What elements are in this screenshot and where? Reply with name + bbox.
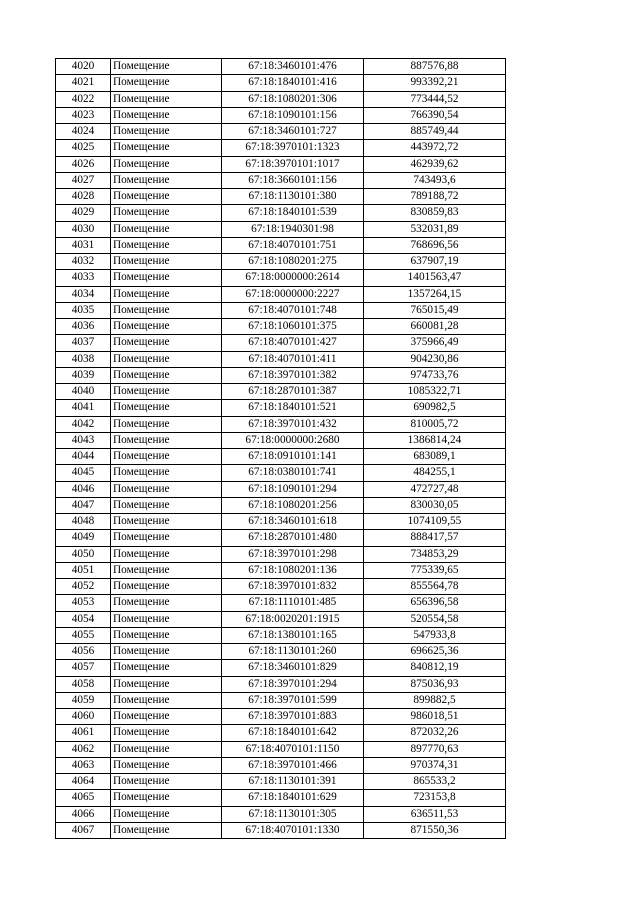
object-type-cell: Помещение [111, 644, 222, 660]
cadastral-value-cell: 871550,36 [364, 822, 506, 838]
table-row [56, 75, 506, 91]
object-type-cell: Помещение [111, 205, 222, 221]
cadastral-value-cell: 865533,2 [364, 774, 506, 790]
cadastral-number-cell: 67:18:1840101:642 [222, 725, 364, 741]
object-type-cell: Помещение [111, 579, 222, 595]
object-type-cell: Помещение [111, 91, 222, 107]
table-row [56, 189, 506, 205]
cadastral-number-cell: 67:18:1080201:306 [222, 91, 364, 107]
cadastral-value-cell: 974733,76 [364, 367, 506, 383]
row-number-cell: 4050 [56, 546, 111, 562]
property-registry-table [55, 58, 506, 839]
table-row [56, 351, 506, 367]
table-row [56, 384, 506, 400]
table-row [56, 319, 506, 335]
table-row [56, 741, 506, 757]
object-type-cell: Помещение [111, 416, 222, 432]
cadastral-number-cell: 67:18:3970101:382 [222, 367, 364, 383]
table-row [56, 481, 506, 497]
object-type-cell: Помещение [111, 59, 222, 75]
table-row [56, 254, 506, 270]
cadastral-number-cell: 67:18:1380101:165 [222, 627, 364, 643]
object-type-cell: Помещение [111, 725, 222, 741]
table-row [56, 530, 506, 546]
cadastral-number-cell: 67:18:3460101:618 [222, 514, 364, 530]
cadastral-value-cell: 768696,56 [364, 237, 506, 253]
cadastral-value-cell: 532031,89 [364, 221, 506, 237]
cadastral-number-cell: 67:18:3970101:1017 [222, 156, 364, 172]
row-number-cell: 4054 [56, 611, 111, 627]
object-type-cell: Помещение [111, 709, 222, 725]
cadastral-number-cell: 67:18:1060101:375 [222, 319, 364, 335]
cadastral-value-cell: 887576,88 [364, 59, 506, 75]
table-row [56, 237, 506, 253]
cadastral-value-cell: 547933,8 [364, 627, 506, 643]
cadastral-value-cell: 1357264,15 [364, 286, 506, 302]
object-type-cell: Помещение [111, 140, 222, 156]
cadastral-number-cell: 67:18:1840101:539 [222, 205, 364, 221]
object-type-cell: Помещение [111, 481, 222, 497]
row-number-cell: 4039 [56, 367, 111, 383]
cadastral-value-cell: 872032,26 [364, 725, 506, 741]
object-type-cell: Помещение [111, 530, 222, 546]
object-type-cell: Помещение [111, 254, 222, 270]
cadastral-number-cell: 67:18:0910101:141 [222, 449, 364, 465]
cadastral-value-cell: 734853,29 [364, 546, 506, 562]
table-row [56, 579, 506, 595]
cadastral-number-cell: 67:18:3970101:432 [222, 416, 364, 432]
object-type-cell: Помещение [111, 660, 222, 676]
object-type-cell: Помещение [111, 627, 222, 643]
table-row [56, 627, 506, 643]
object-type-cell: Помещение [111, 384, 222, 400]
cadastral-number-cell: 67:18:4070101:748 [222, 302, 364, 318]
object-type-cell: Помещение [111, 465, 222, 481]
object-type-cell: Помещение [111, 367, 222, 383]
registry-table-body [56, 59, 506, 839]
cadastral-number-cell: 67:18:0000000:2614 [222, 270, 364, 286]
table-row [56, 221, 506, 237]
object-type-cell: Помещение [111, 107, 222, 123]
cadastral-number-cell: 67:18:1090101:156 [222, 107, 364, 123]
table-row [56, 465, 506, 481]
table-row [56, 432, 506, 448]
row-number-cell: 4021 [56, 75, 111, 91]
table-row [56, 822, 506, 838]
cadastral-value-cell: 766390,54 [364, 107, 506, 123]
object-type-cell: Помещение [111, 774, 222, 790]
row-number-cell: 4033 [56, 270, 111, 286]
table-row [56, 757, 506, 773]
row-number-cell: 4046 [56, 481, 111, 497]
row-number-cell: 4041 [56, 400, 111, 416]
object-type-cell: Помещение [111, 806, 222, 822]
cadastral-value-cell: 443972,72 [364, 140, 506, 156]
cadastral-value-cell: 840812,19 [364, 660, 506, 676]
cadastral-value-cell: 690982,5 [364, 400, 506, 416]
cadastral-value-cell: 773444,52 [364, 91, 506, 107]
table-row [56, 692, 506, 708]
cadastral-number-cell: 67:18:3970101:832 [222, 579, 364, 595]
row-number-cell: 4059 [56, 692, 111, 708]
table-row [56, 790, 506, 806]
object-type-cell: Помещение [111, 822, 222, 838]
row-number-cell: 4049 [56, 530, 111, 546]
table-row [56, 124, 506, 140]
table-row [56, 91, 506, 107]
object-type-cell: Помещение [111, 270, 222, 286]
cadastral-number-cell: 67:18:0020201:1915 [222, 611, 364, 627]
object-type-cell: Помещение [111, 741, 222, 757]
row-number-cell: 4025 [56, 140, 111, 156]
object-type-cell: Помещение [111, 432, 222, 448]
cadastral-number-cell: 67:18:1080201:275 [222, 254, 364, 270]
cadastral-number-cell: 67:18:4070101:411 [222, 351, 364, 367]
object-type-cell: Помещение [111, 676, 222, 692]
row-number-cell: 4022 [56, 91, 111, 107]
row-number-cell: 4062 [56, 741, 111, 757]
row-number-cell: 4035 [56, 302, 111, 318]
cadastral-value-cell: 855564,78 [364, 579, 506, 595]
table-row [56, 156, 506, 172]
row-number-cell: 4020 [56, 59, 111, 75]
cadastral-value-cell: 830030,05 [364, 497, 506, 513]
object-type-cell: Помещение [111, 221, 222, 237]
row-number-cell: 4052 [56, 579, 111, 595]
cadastral-number-cell: 67:18:4070101:751 [222, 237, 364, 253]
cadastral-number-cell: 67:18:0380101:741 [222, 465, 364, 481]
object-type-cell: Помещение [111, 497, 222, 513]
cadastral-value-cell: 1085322,71 [364, 384, 506, 400]
row-number-cell: 4058 [56, 676, 111, 692]
cadastral-number-cell: 67:18:3970101:883 [222, 709, 364, 725]
row-number-cell: 4051 [56, 562, 111, 578]
cadastral-number-cell: 67:18:1130101:305 [222, 806, 364, 822]
table-row [56, 367, 506, 383]
cadastral-number-cell: 67:18:3460101:727 [222, 124, 364, 140]
cadastral-number-cell: 67:18:3970101:466 [222, 757, 364, 773]
table-row [56, 286, 506, 302]
row-number-cell: 4047 [56, 497, 111, 513]
cadastral-number-cell: 67:18:1130101:391 [222, 774, 364, 790]
row-number-cell: 4048 [56, 514, 111, 530]
table-row [56, 59, 506, 75]
cadastral-value-cell: 484255,1 [364, 465, 506, 481]
cadastral-number-cell: 67:18:4070101:427 [222, 335, 364, 351]
object-type-cell: Помещение [111, 124, 222, 140]
cadastral-value-cell: 885749,44 [364, 124, 506, 140]
table-row [56, 562, 506, 578]
cadastral-number-cell: 67:18:4070101:1150 [222, 741, 364, 757]
row-number-cell: 4056 [56, 644, 111, 660]
row-number-cell: 4043 [56, 432, 111, 448]
row-number-cell: 4038 [56, 351, 111, 367]
row-number-cell: 4027 [56, 172, 111, 188]
table-row [56, 725, 506, 741]
cadastral-number-cell: 67:18:1840101:521 [222, 400, 364, 416]
cadastral-number-cell: 67:18:1080201:136 [222, 562, 364, 578]
table-row [56, 205, 506, 221]
table-row [56, 497, 506, 513]
row-number-cell: 4044 [56, 449, 111, 465]
row-number-cell: 4055 [56, 627, 111, 643]
object-type-cell: Помещение [111, 449, 222, 465]
table-row [56, 416, 506, 432]
table-row [56, 644, 506, 660]
cadastral-number-cell: 67:18:3970101:1323 [222, 140, 364, 156]
table-row [56, 400, 506, 416]
cadastral-number-cell: 67:18:2870101:480 [222, 530, 364, 546]
cadastral-value-cell: 636511,53 [364, 806, 506, 822]
cadastral-value-cell: 875036,93 [364, 676, 506, 692]
row-number-cell: 4064 [56, 774, 111, 790]
cadastral-value-cell: 637907,19 [364, 254, 506, 270]
object-type-cell: Помещение [111, 757, 222, 773]
cadastral-number-cell: 67:18:3660101:156 [222, 172, 364, 188]
cadastral-number-cell: 67:18:0000000:2680 [222, 432, 364, 448]
row-number-cell: 4042 [56, 416, 111, 432]
row-number-cell: 4028 [56, 189, 111, 205]
cadastral-value-cell: 660081,28 [364, 319, 506, 335]
cadastral-value-cell: 696625,36 [364, 644, 506, 660]
cadastral-number-cell: 67:18:1080201:256 [222, 497, 364, 513]
cadastral-value-cell: 1386814,24 [364, 432, 506, 448]
cadastral-value-cell: 775339,65 [364, 562, 506, 578]
cadastral-value-cell: 472727,48 [364, 481, 506, 497]
row-number-cell: 4037 [56, 335, 111, 351]
table-row [56, 546, 506, 562]
table-row [56, 270, 506, 286]
table-row [56, 676, 506, 692]
cadastral-number-cell: 67:18:3970101:294 [222, 676, 364, 692]
table-row [56, 335, 506, 351]
row-number-cell: 4023 [56, 107, 111, 123]
cadastral-number-cell: 67:18:4070101:1330 [222, 822, 364, 838]
row-number-cell: 4040 [56, 384, 111, 400]
object-type-cell: Помещение [111, 75, 222, 91]
row-number-cell: 4032 [56, 254, 111, 270]
object-type-cell: Помещение [111, 319, 222, 335]
table-row [56, 611, 506, 627]
row-number-cell: 4024 [56, 124, 111, 140]
table-row [56, 660, 506, 676]
cadastral-value-cell: 993392,21 [364, 75, 506, 91]
row-number-cell: 4063 [56, 757, 111, 773]
row-number-cell: 4053 [56, 595, 111, 611]
row-number-cell: 4029 [56, 205, 111, 221]
cadastral-value-cell: 810005,72 [364, 416, 506, 432]
table-row [56, 302, 506, 318]
cadastral-number-cell: 67:18:3460101:829 [222, 660, 364, 676]
cadastral-number-cell: 67:18:3970101:599 [222, 692, 364, 708]
cadastral-number-cell: 67:18:3970101:298 [222, 546, 364, 562]
row-number-cell: 4066 [56, 806, 111, 822]
row-number-cell: 4045 [56, 465, 111, 481]
row-number-cell: 4065 [56, 790, 111, 806]
table-row [56, 449, 506, 465]
cadastral-value-cell: 765015,49 [364, 302, 506, 318]
object-type-cell: Помещение [111, 351, 222, 367]
cadastral-value-cell: 683089,1 [364, 449, 506, 465]
object-type-cell: Помещение [111, 156, 222, 172]
table-row [56, 172, 506, 188]
cadastral-number-cell: 67:18:1090101:294 [222, 481, 364, 497]
cadastral-number-cell: 67:18:1130101:260 [222, 644, 364, 660]
cadastral-value-cell: 830859,83 [364, 205, 506, 221]
cadastral-value-cell: 520554,58 [364, 611, 506, 627]
cadastral-number-cell: 67:18:1110101:485 [222, 595, 364, 611]
object-type-cell: Помещение [111, 546, 222, 562]
row-number-cell: 4031 [56, 237, 111, 253]
cadastral-value-cell: 970374,31 [364, 757, 506, 773]
object-type-cell: Помещение [111, 611, 222, 627]
object-type-cell: Помещение [111, 172, 222, 188]
object-type-cell: Помещение [111, 302, 222, 318]
row-number-cell: 4060 [56, 709, 111, 725]
cadastral-number-cell: 67:18:1840101:629 [222, 790, 364, 806]
table-row [56, 514, 506, 530]
object-type-cell: Помещение [111, 286, 222, 302]
row-number-cell: 4036 [56, 319, 111, 335]
cadastral-value-cell: 1401563,47 [364, 270, 506, 286]
cadastral-value-cell: 904230,86 [364, 351, 506, 367]
cadastral-value-cell: 897770,63 [364, 741, 506, 757]
cadastral-value-cell: 723153,8 [364, 790, 506, 806]
row-number-cell: 4067 [56, 822, 111, 838]
cadastral-value-cell: 789188,72 [364, 189, 506, 205]
cadastral-value-cell: 656396,58 [364, 595, 506, 611]
row-number-cell: 4034 [56, 286, 111, 302]
cadastral-number-cell: 67:18:2870101:387 [222, 384, 364, 400]
row-number-cell: 4061 [56, 725, 111, 741]
object-type-cell: Помещение [111, 692, 222, 708]
cadastral-number-cell: 67:18:1940301:98 [222, 221, 364, 237]
table-row [56, 806, 506, 822]
row-number-cell: 4026 [56, 156, 111, 172]
cadastral-value-cell: 743493,6 [364, 172, 506, 188]
cadastral-number-cell: 67:18:3460101:476 [222, 59, 364, 75]
table-row [56, 709, 506, 725]
row-number-cell: 4030 [56, 221, 111, 237]
cadastral-number-cell: 67:18:1130101:380 [222, 189, 364, 205]
table-row [56, 595, 506, 611]
table-row [56, 140, 506, 156]
table-row [56, 774, 506, 790]
cadastral-value-cell: 375966,49 [364, 335, 506, 351]
object-type-cell: Помещение [111, 189, 222, 205]
table-row [56, 107, 506, 123]
object-type-cell: Помещение [111, 595, 222, 611]
object-type-cell: Помещение [111, 790, 222, 806]
cadastral-value-cell: 899882,5 [364, 692, 506, 708]
cadastral-value-cell: 1074109,55 [364, 514, 506, 530]
object-type-cell: Помещение [111, 562, 222, 578]
cadastral-number-cell: 67:18:0000000:2227 [222, 286, 364, 302]
cadastral-value-cell: 462939,62 [364, 156, 506, 172]
object-type-cell: Помещение [111, 335, 222, 351]
cadastral-value-cell: 986018,51 [364, 709, 506, 725]
cadastral-value-cell: 888417,57 [364, 530, 506, 546]
object-type-cell: Помещение [111, 400, 222, 416]
cadastral-number-cell: 67:18:1840101:416 [222, 75, 364, 91]
object-type-cell: Помещение [111, 237, 222, 253]
object-type-cell: Помещение [111, 514, 222, 530]
row-number-cell: 4057 [56, 660, 111, 676]
